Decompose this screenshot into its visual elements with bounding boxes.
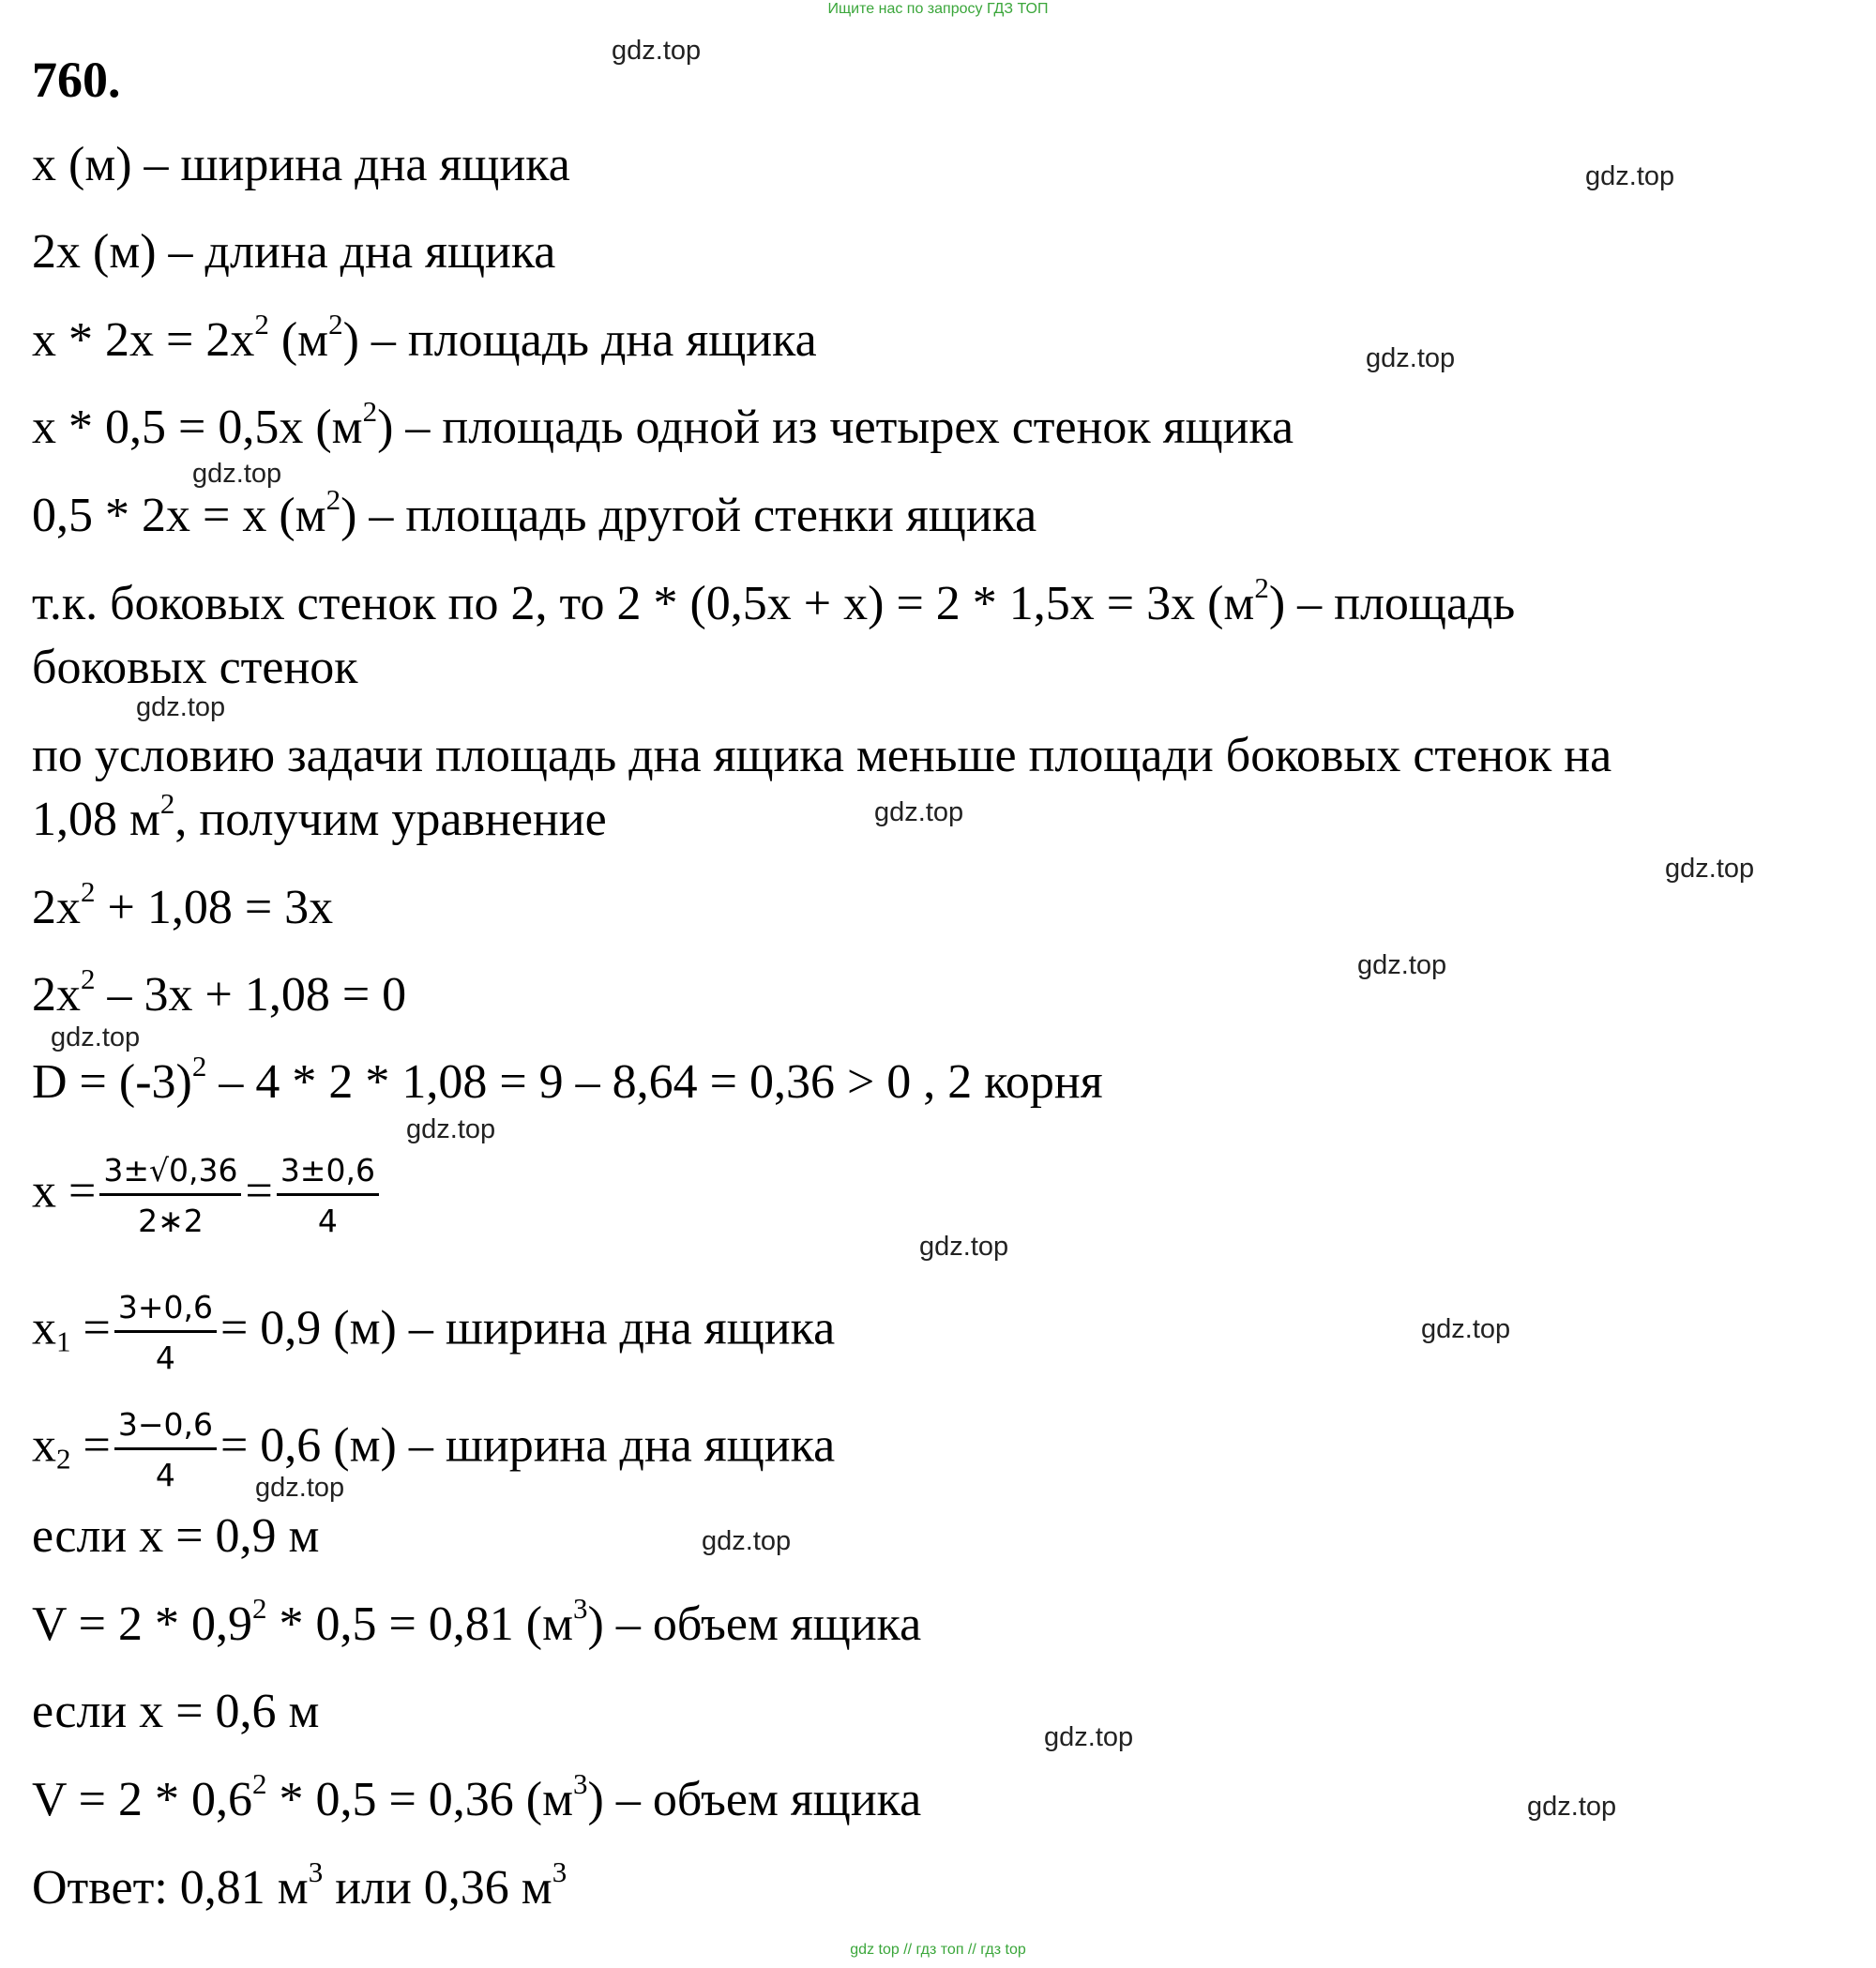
problem-number: 760. (32, 52, 121, 108)
watermark: gdz.top (255, 1473, 345, 1503)
solution-line-1: x (м) – ширина дна ящика (32, 138, 570, 191)
answer-line: Ответ: 0,81 $м^3$ или 0,36 $м^3$ (32, 1855, 567, 1915)
watermark: gdz.top (1665, 854, 1755, 884)
solution-line-5: 0,5 * 2x = x $(м^2)$ – площадь другой стенки ящика (32, 483, 1037, 542)
case-line-2: если x = 0,6 м (32, 1685, 320, 1738)
solution-line-2: 2x (м) – длина дна ящика (32, 225, 556, 279)
volume-line-2: $V = 2 * 0,6^2 * 0,5 = 0,36$ $(м^3)$ – объем ящика (32, 1767, 922, 1826)
watermark: gdz.top (1044, 1722, 1134, 1752)
case-line-1: если x = 0,9 м (32, 1509, 320, 1563)
top-banner: Ищите нас по запросу ГДЗ ТОП (827, 1, 1049, 17)
volume-line-1: $V = 2 * 0,9^2 * 0,5 = 0,81$ $(м^3)$ – объем ящика (32, 1592, 922, 1651)
watermark: gdz.top (874, 797, 964, 827)
watermark: gdz.top (406, 1114, 496, 1144)
equation-line-2: $2x^2 - 3x + 1,08 = 0$ (32, 962, 407, 1022)
watermark: gdz.top (192, 459, 282, 489)
root-x2-fraction: $\frac{3-0,6}{4}$ (114, 1405, 217, 1495)
watermark: gdz.top (919, 1232, 1009, 1262)
watermark: gdz.top (1421, 1314, 1511, 1344)
watermark: gdz.top (136, 692, 226, 722)
footer-links: gdz top // гдз топ // гдз top (850, 1942, 1026, 1958)
solution-line-9: 1,08 $м^2$, получим уравнение (32, 787, 607, 846)
root-x2-line: $x_2$ = $\frac{3-0,6}{4}$ = 0,6 (м) – ширина дна ящика (32, 1406, 836, 1494)
equation-line-1: $2x^2 + 1,08 = 3x$ (32, 875, 334, 934)
solution-line-7: боковых стенок (32, 641, 358, 694)
watermark: gdz.top (612, 36, 702, 66)
roots-fraction-1: $\frac{3\pm√0,36}{2∗2}$ (99, 1151, 241, 1241)
roots-fraction-2: $\frac{3\pm 0,6}{4}$ (277, 1151, 379, 1241)
root-x1-line: $x_1$ = $\frac{3+0,6}{4}$ = 0,9 (м) – ширина дна ящика (32, 1289, 836, 1377)
watermark: gdz.top (1366, 343, 1456, 373)
solution-line-3: $x * 2x = 2x^2$ $(м^2)$ – площадь дна ящика (32, 308, 817, 367)
roots-formula-line: x = $\frac{3\pm√0,36}{2∗2}$ = $\frac{3\pm 0,6}{4}$ (32, 1151, 383, 1241)
solution-line-8: по условию задачи площадь дна ящика меньше площади боковых стенок на (32, 729, 1612, 782)
solution-line-4: x * 0,5 = 0,5x $(м^2)$ – площадь одной из четырех стенок ящика (32, 395, 1294, 454)
solution-line-6: т.к. боковых стенок по 2, то 2 * (0,5x + x) = 2 * 1,5x = 3x $(м^2)$ – площадь (32, 571, 1516, 630)
discriminant-line: $D = (-3)^2 - 4 * 2 * 1,08 = 9 - 8,64 = 0,36 > 0$ , 2 корня (32, 1050, 1103, 1109)
watermark: gdz.top (1585, 161, 1675, 191)
root-x1-fraction: $\frac{3+0,6}{4}$ (114, 1288, 217, 1378)
watermark: gdz.top (1357, 950, 1447, 980)
watermark: gdz.top (51, 1022, 141, 1052)
watermark: gdz.top (702, 1526, 792, 1556)
watermark: gdz.top (1527, 1792, 1617, 1822)
